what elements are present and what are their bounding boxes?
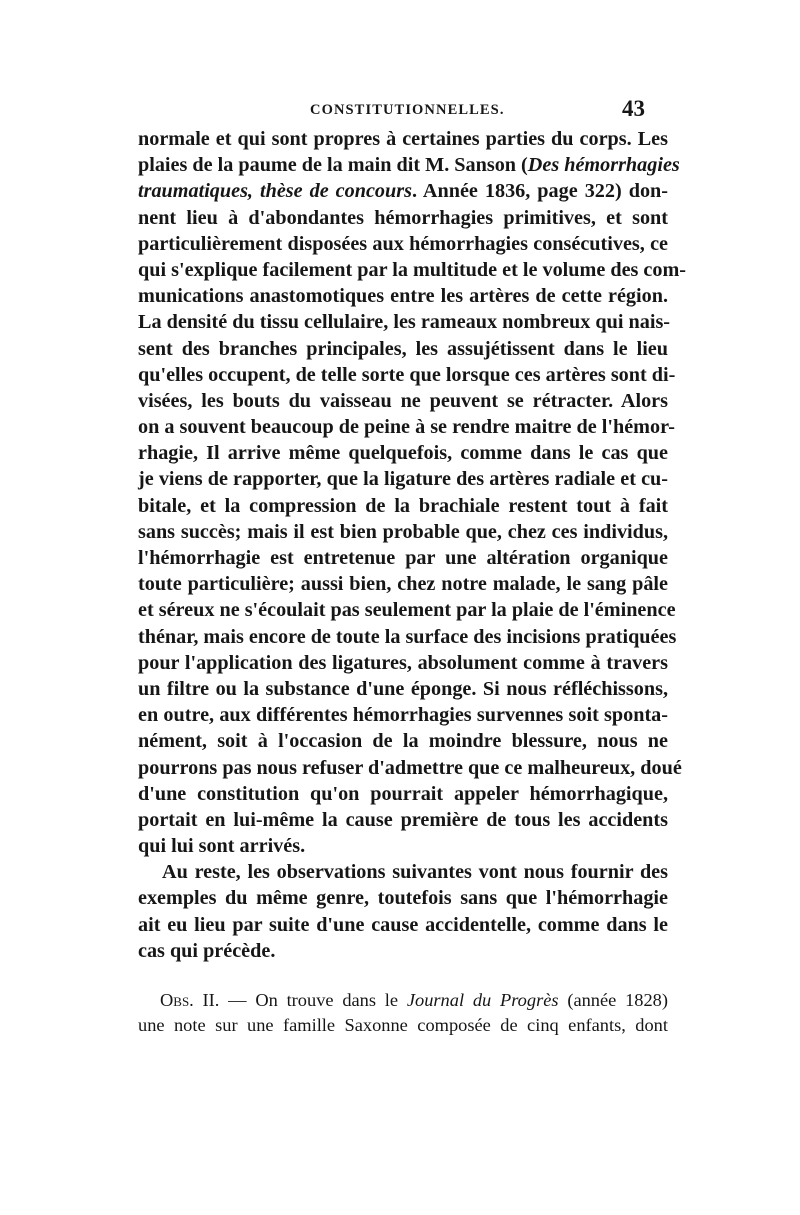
text-segment: — On trouve dans le bbox=[219, 990, 407, 1010]
body-text bbox=[138, 126, 687, 964]
text-line: un filtre ou la substance d'une éponge. Si nous réfléchissons, bbox=[138, 677, 668, 700]
text-line: exemples du même genre, toutefois sans que l'hémorrhagie bbox=[138, 887, 668, 910]
text-line bbox=[138, 152, 680, 178]
text-line: particulièrement disposées aux hémorrhagies consécutives, ce bbox=[138, 232, 668, 255]
running-head bbox=[0, 96, 800, 126]
text-line: on a souvent beaucoup de peine à se rendre maitre de l'hémor- bbox=[138, 416, 676, 439]
page-number: 43 bbox=[622, 96, 645, 121]
running-title: CONSTITUTIONNELLES. bbox=[310, 102, 505, 118]
text-line: et séreux ne s'écoulait pas seulement par la plaie de l'éminence bbox=[138, 599, 676, 622]
text-line: d'une constitution qu'on pourrait appeler hémorrhagique, bbox=[138, 782, 668, 805]
text-line: munications anastomotiques entre les artères de cette région. bbox=[138, 285, 668, 308]
text-line: normale et qui sont propres à certaines parties du corps. Les bbox=[138, 128, 668, 150]
observation-label: Obs. II. bbox=[160, 990, 220, 1010]
text-segment: . Année 1836, page 322) don- bbox=[411, 180, 668, 203]
text-line: sans succès; mais il est bien probable que, chez ces individus, bbox=[138, 520, 668, 543]
text-line: ait eu lieu par suite d'une cause accidentelle, comme dans le bbox=[138, 913, 668, 936]
text-line: nément, soit à l'occasion de la moindre blessure, nous ne bbox=[138, 730, 668, 753]
text-line: Au reste, les observations suivantes vont nous fournir des bbox=[162, 861, 668, 884]
text-segment: (année 1828) bbox=[558, 990, 669, 1010]
text-line: qui s'explique facilement par la multitude et le volume des com- bbox=[138, 258, 687, 281]
text-line: toute particulière; aussi bien, chez notre malade, le sang pâle bbox=[138, 573, 668, 596]
citation-title: traumatiques, thèse de concours bbox=[138, 180, 412, 203]
text-line: une note sur une famille Saxonne composée de cinq enfants, dont bbox=[138, 1014, 668, 1035]
text-line: je viens de rapporter, que la ligature des artères radiale et cu- bbox=[138, 468, 668, 491]
journal-title: Journal du Progrès bbox=[406, 990, 559, 1010]
text-line: en outre, aux différentes hémorrhagies survennes soit sponta- bbox=[138, 704, 668, 727]
text-line: pour l'application des ligatures, absolument comme à travers bbox=[138, 651, 668, 674]
text-line: qu'elles occupent, de telle sorte que lorsque ces artères sont di- bbox=[138, 363, 676, 386]
observation-paragraph bbox=[138, 988, 668, 1037]
text-line: qui lui sont arrivés. bbox=[138, 835, 306, 858]
text-line: thénar, mais encore de toute la surface des incisions pratiquées bbox=[138, 625, 677, 648]
text-line: l'hémorrhagie est entretenue par une altération organique bbox=[138, 547, 668, 569]
text-line bbox=[138, 178, 668, 204]
text-line: bitale, et la compression de la brachiale restent tout à fait bbox=[138, 494, 668, 517]
text-line: sent des branches principales, les assujétissent dans le lieu bbox=[138, 337, 668, 360]
text-line: nent lieu à d'abondantes hémorrhagies primitives, et sont bbox=[138, 206, 668, 229]
text-line: visées, les bouts du vaisseau ne peuvent se rétracter. Alors bbox=[138, 389, 668, 412]
citation-title: Des hémorrhagies bbox=[527, 154, 680, 177]
text-line: cas qui précède. bbox=[138, 939, 276, 962]
text-line: La densité du tissu cellulaire, les rameaux nombreux qui nais- bbox=[138, 311, 671, 334]
text-line: rhagie, Il arrive même quelquefois, comme dans le cas que bbox=[138, 442, 668, 465]
text-line: pourrons pas nous refuser d'admettre que ce malheureux, doué bbox=[138, 756, 682, 779]
text-segment: plaies de la paume de la main dit M. Sanson ( bbox=[138, 154, 528, 177]
text-line bbox=[138, 988, 668, 1013]
text-line: portait en lui-même la cause première de tous les accidents bbox=[138, 808, 668, 831]
